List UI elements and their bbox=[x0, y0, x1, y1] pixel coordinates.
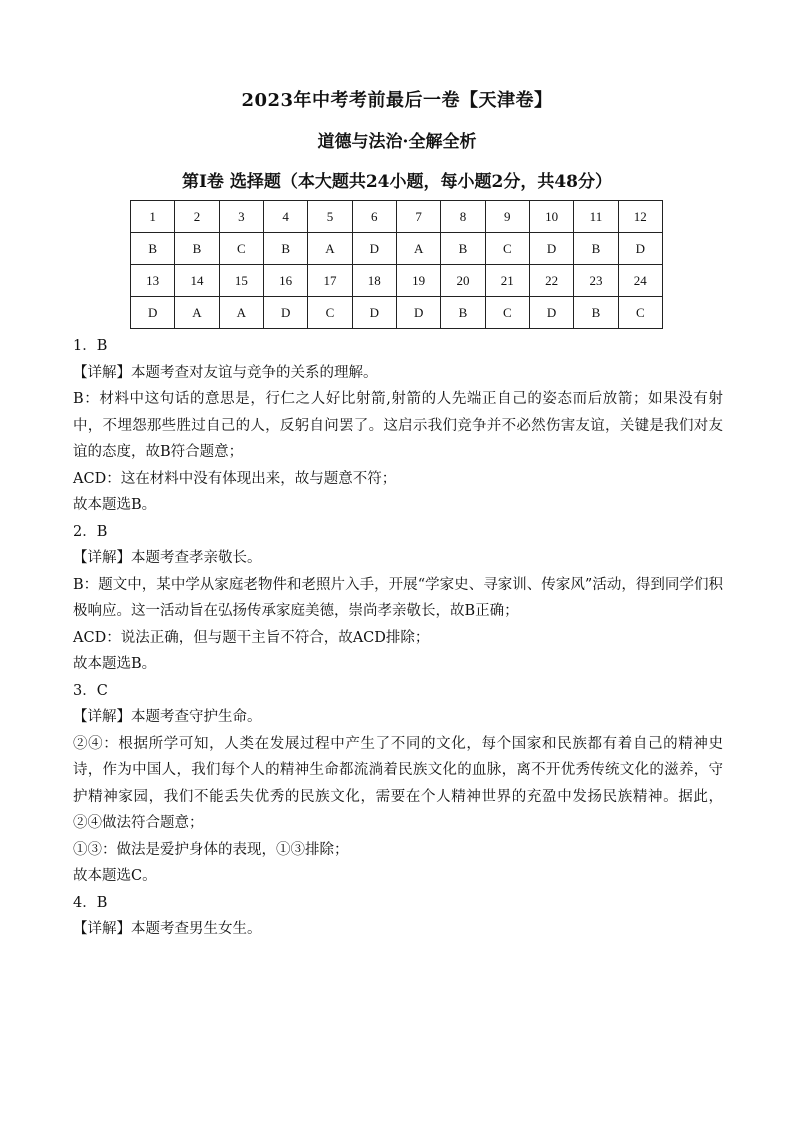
answer-cell: D bbox=[131, 297, 175, 329]
question-number-cell: 23 bbox=[574, 265, 618, 297]
question-number-cell: 12 bbox=[618, 201, 662, 233]
answer-cell: A bbox=[396, 233, 440, 265]
answer-cell: D bbox=[263, 297, 307, 329]
question-number-cell: 5 bbox=[308, 201, 352, 233]
answer-cell: B bbox=[441, 297, 485, 329]
answer-cell: C bbox=[219, 233, 263, 265]
answer-cell: B bbox=[175, 233, 219, 265]
answer-cell: A bbox=[219, 297, 263, 329]
answer-cell: C bbox=[308, 297, 352, 329]
question-number-cell: 2 bbox=[175, 201, 219, 233]
document-title: 2023年中考考前最后一卷【天津卷】 bbox=[241, 90, 553, 111]
answer-table bbox=[130, 200, 663, 329]
answer-cell: B bbox=[131, 233, 175, 265]
question-number-cell: 17 bbox=[308, 265, 352, 297]
question-number-cell: 20 bbox=[441, 265, 485, 297]
document-subtitle: 道德与法治·全解全析 bbox=[317, 132, 477, 152]
question-number-cell: 6 bbox=[352, 201, 396, 233]
text-line: ②④：根据所学可知，人类在发展过程中产生了不同的文化，每个国家和民族都有着自己的精神史诗，作为中国人，我们每个人的精神生命都流淌着民族文化的血脉，离不开优秀传统文化的滋养，守护精神家园，我们不能丢失优秀的民族文化，需要在个人精神世界的充盈中发扬民族精神。据此，②④做法符合题意； bbox=[73, 735, 723, 831]
question-number-row bbox=[131, 265, 663, 297]
text-line: B：题文中，某中学从家庭老物件和老照片入手，开展“学家史、寻家训、传家风”活动，得到同学们积极响应。这一活动旨在弘扬传承家庭美德，崇尚孝亲敬长，故B正确； bbox=[73, 576, 723, 619]
answer-cell: C bbox=[618, 297, 662, 329]
question-number-cell: 11 bbox=[574, 201, 618, 233]
question-number-cell: 4 bbox=[263, 201, 307, 233]
answer-explanations bbox=[73, 333, 723, 943]
question-number-cell: 21 bbox=[485, 265, 529, 297]
text-line: 3．C bbox=[73, 682, 108, 699]
answer-cell: B bbox=[441, 233, 485, 265]
question-number-cell: 22 bbox=[529, 265, 573, 297]
answer-cell: B bbox=[574, 297, 618, 329]
question-number-cell: 18 bbox=[352, 265, 396, 297]
answer-cell: D bbox=[529, 297, 573, 329]
question-number-cell: 8 bbox=[441, 201, 485, 233]
question-number-cell: 16 bbox=[263, 265, 307, 297]
text-line: ①③：做法是爱护身体的表现，①③排除； bbox=[73, 841, 349, 858]
question-number-cell: 19 bbox=[396, 265, 440, 297]
question-number-cell: 14 bbox=[175, 265, 219, 297]
question-number-cell: 1 bbox=[131, 201, 175, 233]
text-line: 【详解】本题考查孝亲敬长。 bbox=[73, 550, 262, 566]
section-heading: 第Ⅰ卷 选择题（本大题共24小题，每小题2分，共48分） bbox=[181, 172, 612, 192]
answer-cell: C bbox=[485, 297, 529, 329]
text-line: 故本题选B。 bbox=[73, 656, 157, 672]
answer-cell: D bbox=[618, 233, 662, 265]
text-line: 1．B bbox=[73, 338, 108, 354]
question-number-cell: 15 bbox=[219, 265, 263, 297]
answer-cell: D bbox=[352, 297, 396, 329]
text-line: 【详解】本题考查男生女生。 bbox=[73, 921, 262, 937]
text-line: 故本题选B。 bbox=[73, 497, 157, 513]
text-line: 2．B bbox=[73, 523, 108, 540]
answer-cell: A bbox=[308, 233, 352, 265]
text-line: ACD：说法正确，但与题干主旨不符合，故ACD排除； bbox=[73, 629, 430, 646]
answer-cell: C bbox=[485, 233, 529, 265]
question-number-cell: 10 bbox=[529, 201, 573, 233]
question-number-cell: 7 bbox=[396, 201, 440, 233]
question-number-cell: 24 bbox=[618, 265, 662, 297]
text-line: 【详解】本题考查守护生命。 bbox=[73, 709, 262, 725]
text-line: 4．B bbox=[73, 894, 108, 911]
text-line: 故本题选C。 bbox=[73, 868, 157, 884]
text-line: B：材料中这句话的意思是，行仁之人好比射箭,射箭的人先端正自己的姿态而后放箭；如果没有射中，不埋怨那些胜过自己的人，反躬自问罢了。这启示我们竞争并不必然伤害友谊，关键是我们对友谊的态度，故B符合题意； bbox=[73, 391, 723, 460]
answer-cell: B bbox=[263, 233, 307, 265]
answer-row bbox=[131, 297, 663, 329]
answer-row bbox=[131, 233, 663, 265]
text-line: 【详解】本题考查对友谊与竞争的关系的理解。 bbox=[73, 364, 378, 381]
answer-cell: D bbox=[352, 233, 396, 265]
answer-cell: B bbox=[574, 233, 618, 265]
question-number-cell: 9 bbox=[485, 201, 529, 233]
question-number-cell: 3 bbox=[219, 201, 263, 233]
answer-cell: D bbox=[529, 233, 573, 265]
question-number-row bbox=[131, 201, 663, 233]
answer-cell: D bbox=[396, 297, 440, 329]
text-line: ACD：这在材料中没有体现出来，故与题意不符； bbox=[73, 470, 397, 487]
question-number-cell: 13 bbox=[131, 265, 175, 297]
answer-cell: A bbox=[175, 297, 219, 329]
